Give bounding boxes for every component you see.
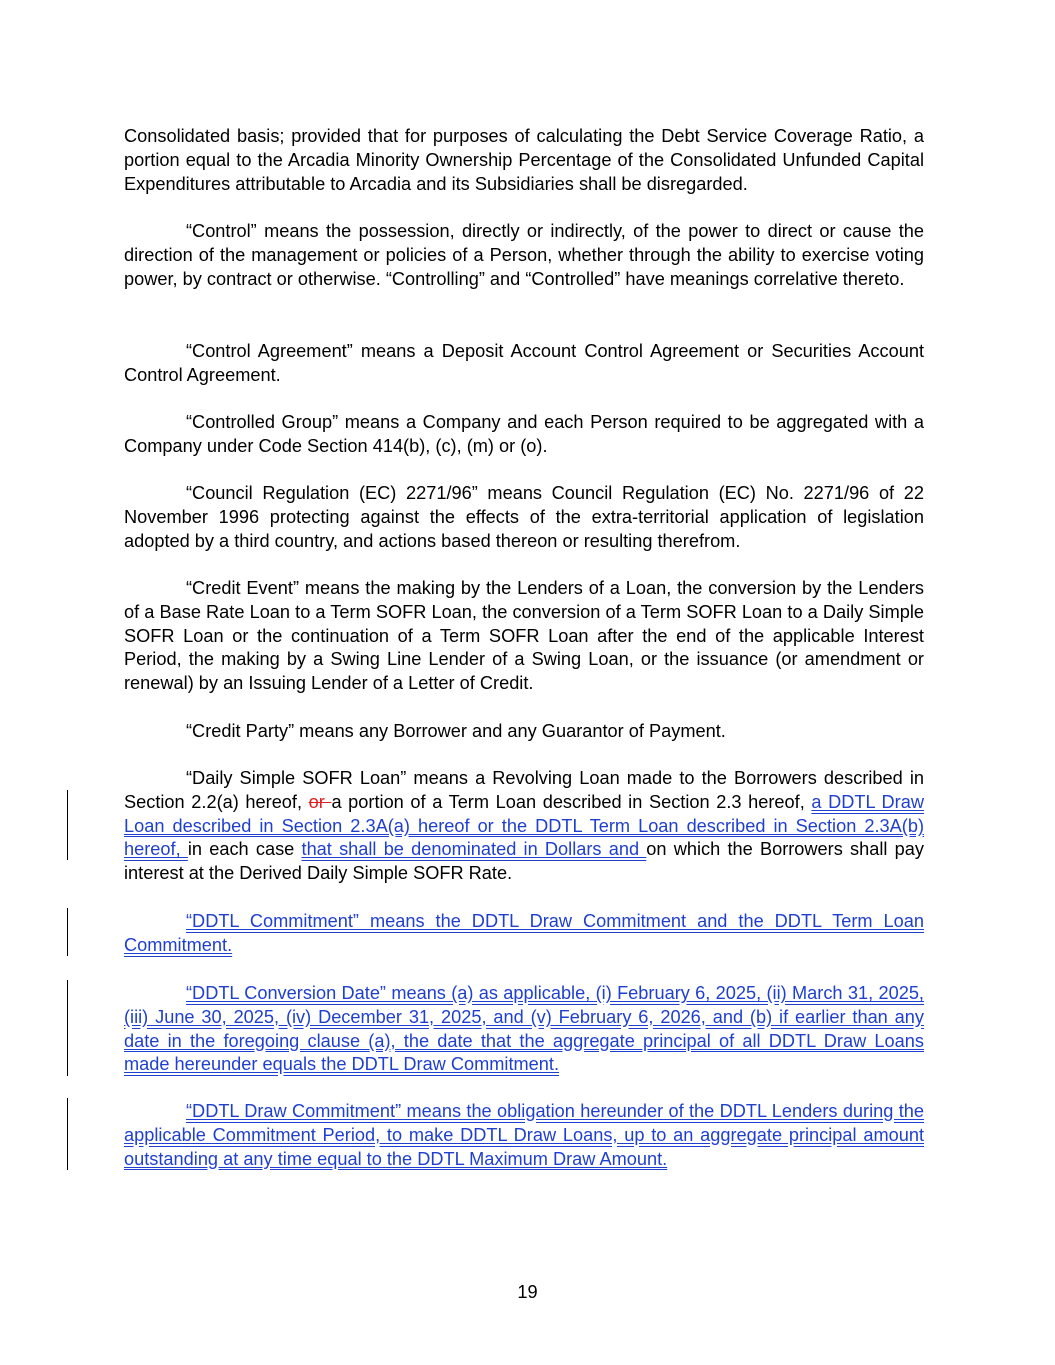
definition-ddtl-commitment [124, 910, 924, 958]
definition-ddtl-draw-commitment [124, 1100, 924, 1171]
revision-change-bar [67, 980, 68, 1076]
definition-control-agreement: “Control Agreement” means a Deposit Account Control Agreement or Securities Account Control Agreement. [124, 341, 924, 385]
text-segment: “Daily Simple SOFR Loan” means a Revolving Loan made to the Borrowers described in Section 2.2(a) hereof, [124, 768, 924, 812]
definition-council-regulation: “Council Regulation (EC) 2271/96” means Council Regulation (EC) No. 2271/96 of 22 November 1996 protecting against the effects of the extra-territorial application of legislation adopted by a third country, and actions based thereon or resulting therefrom. [124, 483, 924, 551]
inserted-text: a DDTL Draw Loan described in Section 2.3A(a) hereof or the DDTL Term Loan described in Section 2.3A(b) hereof, [124, 791, 924, 860]
definition-control: “Control” means the possession, directly or indirectly, of the power to direct or cause the direction of the management or policies of a Person, whether through the ability to exercise voting power, by contract or otherwise. “Controlling” and “Controlled” have meanings correlative thereto. [124, 221, 924, 289]
text-segment: on which the Borrowers shall pay interest at the Derived Daily Simple SOFR Rate. [124, 839, 924, 884]
deleted-text: or [308, 791, 332, 812]
revision-change-bar [67, 790, 68, 860]
inserted-text: “DDTL Commitment” means the DDTL Draw Commitment and the DDTL Term Loan Commitment. [124, 911, 924, 955]
inserted-text: “DDTL Draw Commitment” means the obligation hereunder of the DDTL Lenders during the applicable Commitment Period, to make DDTL Draw Loans, up to an aggregate principal amount outstanding at any time equal to the DDTL Maximum Draw Amount. [124, 1101, 924, 1169]
revision-change-bar [67, 1098, 68, 1170]
paragraph-consolidated-basis: Consolidated basis; provided that for purposes of calculating the Debt Service Coverage Ratio, a portion equal to the Arcadia Minority Ownership Percentage of the Consolidated Unfunded Capital Expenditures attributable to Arcadia and its Subsidiaries shall be disregarded. [124, 126, 924, 194]
revision-change-bar [67, 908, 68, 956]
definition-credit-event: “Credit Event” means the making by the Lenders of a Loan, the conversion by the Lenders of a Base Rate Loan to a Term SOFR Loan, the conversion of a Term SOFR Loan to a Daily Simple SOFR Loan or the continuation of a Term SOFR Loan after the end of the applicable Interest Period, the making by a Swing Line Lender of a Swing Loan, or the issuance (or amendment or renewal) by an Issuing Lender of a Letter of Credit. [124, 578, 924, 694]
definition-controlled-group: “Controlled Group” means a Company and each Person required to be aggregated with a Company under Code Section 414(b), (c), (m) or (o). [124, 412, 924, 456]
inserted-text: “DDTL Conversion Date” means (a) as applicable, (i) February 6, 2025, (ii) March 31, 2025, (iii) June 30, 2025, (iv) December 31, 2025, and (v) February 6, 2026, and (b) if earlier than any date in the foregoing clause (a), the date that the aggregate principal of all DDTL Draw Loans made hereunder equals the DDTL Draw Commitment. [124, 983, 924, 1075]
inserted-text: that shall be denominated in Dollars and [301, 839, 647, 860]
page-number: 19 [517, 1282, 538, 1302]
text-segment: in each case [187, 839, 302, 860]
definition-ddtl-conversion-date [124, 982, 924, 1077]
text-segment: a portion of a Term Loan described in Section 2.3 hereof, [331, 791, 812, 812]
definition-credit-party: “Credit Party” means any Borrower and any Guarantor of Payment. [186, 721, 726, 741]
definition-daily-simple-sofr-loan [124, 767, 924, 886]
